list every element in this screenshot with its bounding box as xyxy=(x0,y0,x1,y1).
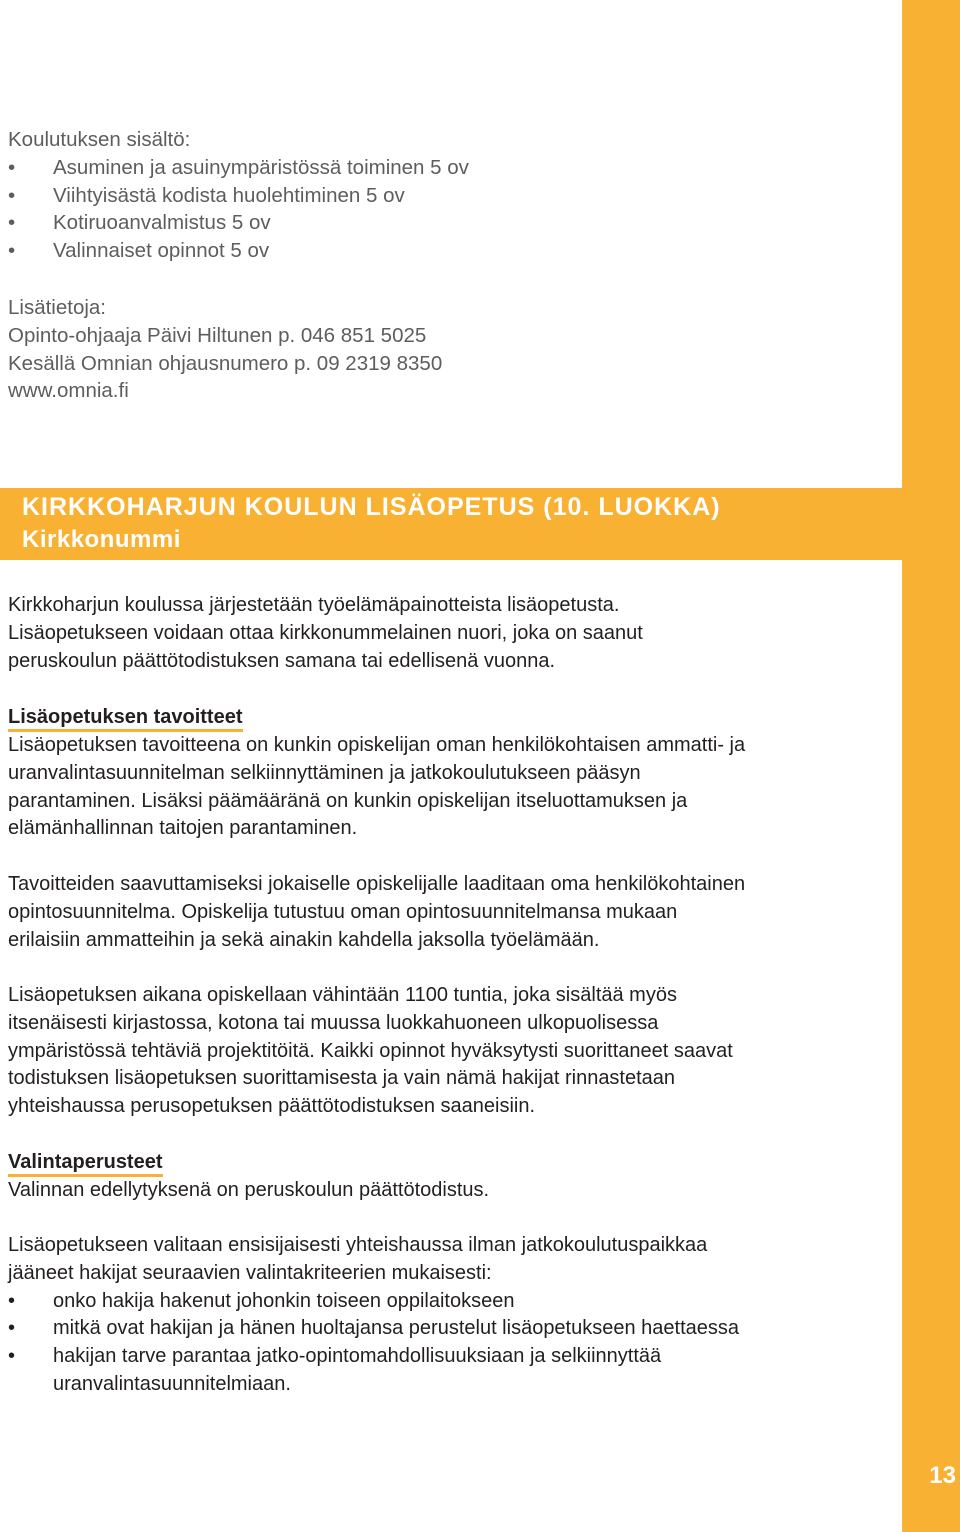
page-number: 13 xyxy=(929,1462,956,1489)
contact-line: Kesällä Omnian ohjausnumero p. 09 2319 8350 xyxy=(8,351,443,375)
text-line: opintosuunnitelma. Opiskelija tutustuu oman opintosuunnitelmansa mukaan xyxy=(8,900,678,923)
list-item: • mitkä ovat hakijan ja hänen huoltajansa perustelut lisäopetukseen haettaessa xyxy=(8,1315,858,1343)
additional-info xyxy=(8,294,888,405)
selection-section xyxy=(8,1232,888,1399)
text-line: yhteishaussa perusopetuksen päättötodistuksen saaneisiin. xyxy=(8,1095,536,1118)
course-contents xyxy=(8,126,888,265)
website-link[interactable]: www.omnia.fi xyxy=(8,379,129,403)
contents-title: Koulutuksen sisältö: xyxy=(8,128,191,151)
list-item: • onko hakija hakenut johonkin toiseen oppilaitokseen xyxy=(8,1288,858,1316)
contents-list xyxy=(8,154,888,265)
text-line: itsenäisesti kirjastossa, kotona tai muussa luokkahuoneen ulkopuolisessa xyxy=(8,1011,659,1034)
text-line: jääneet hakijat seuraavien valintakriteerien mukaisesti: xyxy=(8,1261,492,1284)
text-line: Lisäopetuksen tavoitteena on kunkin opiskelijan oman henkilökohtaisen ammatti- ja xyxy=(8,734,746,756)
section-location: Kirkkonummi xyxy=(22,526,181,553)
list-item: • Valinnaiset opinnot 5 ov xyxy=(8,237,888,265)
text-line: elämänhallinnan taitojen parantaminen. xyxy=(8,817,358,840)
text-line: Tavoitteiden saavuttamiseksi jokaiselle opiskelijalle laaditaan oma henkilökohtainen xyxy=(8,873,746,895)
text-line: Kirkkoharjun koulussa järjestetään työelämäpainotteista lisäopetusta. xyxy=(8,594,620,616)
text-line: uranvalintasuunnitelman selkiinnyttäminen ja jatkokoulutukseen pääsyn xyxy=(8,761,641,784)
contact-line: Opinto-ohjaaja Päivi Hiltunen p. 046 851 5025 xyxy=(8,323,427,347)
text-line: todistuksen lisäopetuksen suorittamisesta ja vain nämä hakijat rinnastetaan xyxy=(8,1067,676,1090)
text-line: Lisäopetukseen voidaan ottaa kirkkonummelainen nuori, joka on saanut xyxy=(8,621,643,644)
list-item: • Asuminen ja asuinympäristössä toiminen 5 ov xyxy=(8,154,888,182)
section-title: KIRKKOHARJUN KOULUN LISÄOPETUS (10. LUOKKA) xyxy=(22,493,721,521)
criteria-heading: Valintaperusteet xyxy=(8,1150,163,1177)
text-line: Lisäopetukseen valitaan ensisijaisesti yhteishaussa ilman jatkokoulutuspaikkaa xyxy=(8,1234,708,1256)
plan-paragraph xyxy=(8,871,888,954)
criteria-section xyxy=(8,1149,888,1205)
info-title: Lisätietoja: xyxy=(8,296,107,319)
list-item: • hakijan tarve parantaa jatko-opintomahdollisuuksiaan ja selkiinnyttää uranvalintasuunnitelmiaan. xyxy=(8,1343,813,1399)
text-line: Lisäopetuksen aikana opiskellaan vähintään 1100 tuntia, joka sisältää myös xyxy=(8,984,677,1006)
intro-paragraph xyxy=(8,592,888,675)
text-line: erilaisiin ammatteihin ja sekä ainakin kahdella jaksolla työelämään. xyxy=(8,928,600,951)
list-item: • Kotiruoanvalmistus 5 ov xyxy=(8,209,888,237)
text-line: Valinnan edellytyksenä on peruskoulun päättötodistus. xyxy=(8,1179,490,1201)
page-margin-bar xyxy=(902,0,960,1532)
text-line: ympäristössä tehtäviä projektitöitä. Kaikki opinnot hyväksytysti suorittaneet saavat xyxy=(8,1039,733,1062)
section-heading-bar xyxy=(0,488,902,560)
goals-heading: Lisäopetuksen tavoitteet xyxy=(8,705,243,732)
goals-section xyxy=(8,704,888,843)
list-item: • Viihtyisästä kodista huolehtiminen 5 ov xyxy=(8,182,888,210)
text-line: peruskoulun päättötodistuksen samana tai edellisenä vuonna. xyxy=(8,649,556,672)
text-line: parantaminen. Lisäksi päämääränä on kunkin opiskelijan itseluottamuksen ja xyxy=(8,789,688,812)
criteria-list xyxy=(8,1288,858,1399)
hours-paragraph xyxy=(8,982,888,1121)
